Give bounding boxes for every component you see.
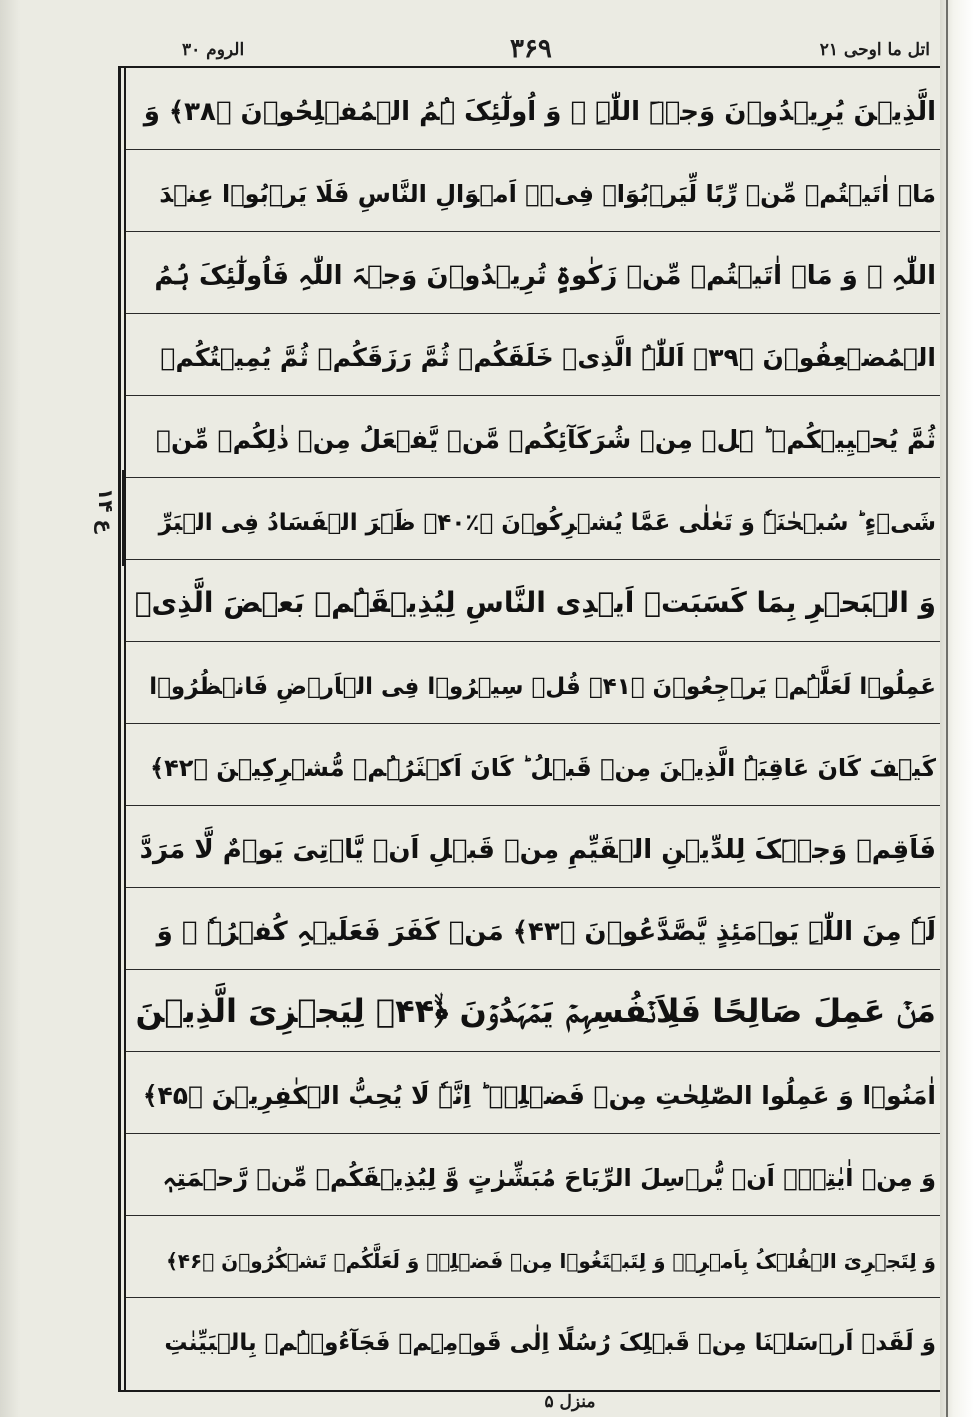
verse-text: مَنۡ عَمِلَ صَالِحًا فَلِاَنۡفُسِہِمۡ یَمۡہَدُوۡنَ ﴿ۙ۴۴﴾ لِیَجۡزِیَ الَّذِیۡنَ bbox=[135, 992, 936, 1030]
verse-line bbox=[126, 806, 940, 888]
verse-text: اٰمَنُوۡا وَ عَمِلُوا الصّٰلِحٰتِ مِنۡ فَضۡلِہٖ ؕ اِنَّہٗ لَا یُحِبُّ الۡکٰفِرِیۡنَ ﴿۴۵﴾ bbox=[142, 1081, 936, 1110]
verse-text: مَاۤ اٰتَیۡتُمۡ مِّنۡ رِّبًا لِّیَرۡبُوَا۠ فِیۡۤ اَمۡوَالِ النَّاسِ فَلَا یَرۡبُوۡا عِنۡدَ bbox=[159, 180, 936, 208]
verse-text: کَیۡفَ کَانَ عَاقِبَۃُ الَّذِیۡنَ مِنۡ قَبۡلُ ؕ کَانَ اَکۡثَرُہُمۡ مُّشۡرِکِیۡنَ ﴿۴۲﴾ bbox=[150, 754, 936, 782]
verse-text: ثُمَّ یُحۡیِیۡکُمۡ ؕ ہَلۡ مِنۡ شُرَکَآئِکُمۡ مَّنۡ یَّفۡعَلُ مِنۡ ذٰلِکُمۡ مِّنۡ bbox=[156, 425, 936, 454]
verse-line bbox=[126, 560, 940, 642]
verse-line bbox=[126, 396, 940, 478]
verse-text: وَ مِنۡ اٰیٰتِہٖۤ اَنۡ یُّرۡسِلَ الرِّیَاحَ مُبَشِّرٰتٍ وَّ لِیُذِیۡقَکُمۡ مِّنۡ رَّحۡمَتِہٖ bbox=[162, 1164, 936, 1192]
verse-text: لَہٗ مِنَ اللّٰہِ یَوۡمَئِذٍ یَّصَّدَّعُوۡنَ ﴿۴۳﴾ مَنۡ کَفَرَ فَعَلَیۡہِ کُفۡرُہٗ ۚ وَ bbox=[156, 917, 936, 947]
verse-line bbox=[126, 232, 940, 314]
verse-line bbox=[126, 1298, 940, 1380]
page-left-edge bbox=[0, 0, 20, 1417]
verse-text: الۡمُضۡعِفُوۡنَ ﴿۳۹﴾ اَللّٰہُ الَّذِیۡ خَلَقَکُمۡ ثُمَّ رَزَقَکُمۡ ثُمَّ یُمِیۡتُکُمۡ bbox=[160, 343, 936, 372]
verse-text: فَاَقِمۡ وَجۡہَکَ لِلدِّیۡنِ الۡقَیِّمِ مِنۡ قَبۡلِ اَنۡ یَّاۡتِیَ یَوۡمٌ لَّا مَرَدَّ bbox=[139, 835, 936, 865]
ruku-marker: ع ۱۴ bbox=[94, 488, 118, 534]
verse-line bbox=[126, 478, 940, 560]
page-number: ۳۶۹ bbox=[510, 34, 552, 64]
verse-text: وَ الۡبَحۡرِ بِمَا کَسَبَتۡ اَیۡدِی النَّاسِ لِیُذِیۡقَہُمۡ بَعۡضَ الَّذِیۡ bbox=[134, 586, 936, 619]
verse-line bbox=[126, 1052, 940, 1134]
verse-line bbox=[126, 724, 940, 806]
verse-text: شَیۡءٍ ؕ سُبۡحٰنَہٗ وَ تَعٰلٰی عَمَّا یُشۡرِکُوۡنَ ﴿٪۴۰﴾ ظَہَرَ الۡفَسَادُ فِی الۡبَرِّ bbox=[158, 510, 936, 536]
surah-name: الروم ۳۰ bbox=[182, 40, 245, 60]
verse-text: وَ لِتَجۡرِیَ الۡفُلۡکُ بِاَمۡرِہٖ وَ لِتَبۡتَغُوۡا مِنۡ فَضۡلِہٖ وَ لَعَلَّکُمۡ تَشۡکُرُوۡنَ ﴿۴۶﴾ bbox=[166, 1249, 936, 1273]
verse-text: عَمِلُوۡا لَعَلَّہُمۡ یَرۡجِعُوۡنَ ﴿۴۱﴾ قُلۡ سِیۡرُوۡا فِی الۡاَرۡضِ فَانۡظُرُوۡا bbox=[149, 674, 936, 700]
verse-text: وَ لَقَدۡ اَرۡسَلۡنَا مِنۡ قَبۡلِکَ رُسُلًا اِلٰی قَوۡمِہِمۡ فَجَآءُوۡہُمۡ بِالۡبَیِّنٰتِ bbox=[164, 1330, 936, 1356]
verse-line bbox=[126, 1134, 940, 1216]
verse-line bbox=[126, 150, 940, 232]
verse-line bbox=[126, 970, 940, 1052]
verse-line bbox=[126, 888, 940, 970]
verse-text: الَّذِیۡنَ یُرِیۡدُوۡنَ وَجۡہَ اللّٰہِ ۫ وَ اُولٰٓئِکَ ہُمُ الۡمُفۡلِحُوۡنَ ﴿۳۸﴾ وَ bbox=[143, 97, 936, 127]
page-header bbox=[120, 36, 940, 66]
manzil-footer: منزل ۵ bbox=[544, 1392, 596, 1412]
para-name: اتل ما اوحی ۲۱ bbox=[819, 40, 930, 60]
verse-text: اللّٰہِ ۚ وَ مَاۤ اٰتَیۡتُمۡ مِّنۡ زَکٰوۃٍ تُرِیۡدُوۡنَ وَجۡہَ اللّٰہِ فَاُولٰٓئِکَ ہُمُ bbox=[154, 261, 936, 291]
binding-rule bbox=[946, 0, 948, 1417]
verse-line bbox=[126, 314, 940, 396]
verse-lines bbox=[126, 68, 940, 1390]
verse-line bbox=[126, 642, 940, 724]
verse-line bbox=[126, 68, 940, 150]
verse-line bbox=[126, 1216, 940, 1298]
